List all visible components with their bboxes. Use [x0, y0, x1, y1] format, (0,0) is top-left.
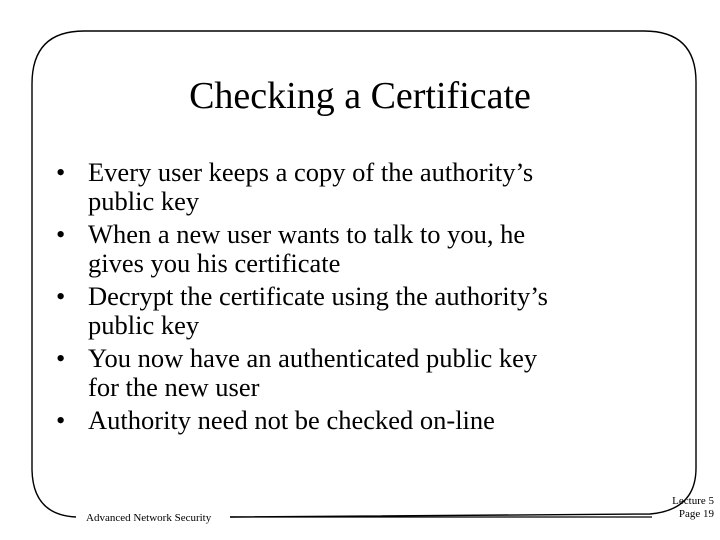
bullet-item — [56, 282, 676, 340]
bullet-text: Every user keeps a copy of the authority’s — [88, 157, 534, 187]
bullet-text: public key — [88, 310, 200, 340]
bullet-text: gives you his certificate — [88, 248, 341, 278]
bullet-text: When a new user wants to talk to you, he — [88, 219, 526, 249]
bullet-text: for the new user — [88, 372, 260, 402]
footer-page: Page 19 — [678, 508, 714, 520]
bullet-list — [56, 158, 676, 439]
bullet-text: You now have an authenticated public key — [88, 343, 538, 373]
bullet-item — [56, 158, 676, 216]
bullet-marker: • — [56, 219, 66, 249]
bullet-item — [56, 220, 676, 278]
bullet-item — [56, 406, 676, 435]
slide-title: Checking a Certificate — [189, 75, 531, 117]
bullet-text: Authority need not be checked on-line — [88, 405, 495, 435]
footer-lecture-info — [672, 495, 714, 521]
bullet-item — [56, 344, 676, 402]
footer-course: Advanced Network Security — [86, 512, 212, 524]
bullet-text: public key — [88, 186, 200, 216]
bullet-marker: • — [56, 157, 66, 187]
bullet-marker: • — [56, 281, 66, 311]
footer-lecture: Lecture 5 — [672, 495, 714, 507]
bullet-marker: • — [56, 405, 66, 435]
bullet-marker: • — [56, 343, 66, 373]
bullet-text: Decrypt the certificate using the authority’s — [88, 281, 548, 311]
